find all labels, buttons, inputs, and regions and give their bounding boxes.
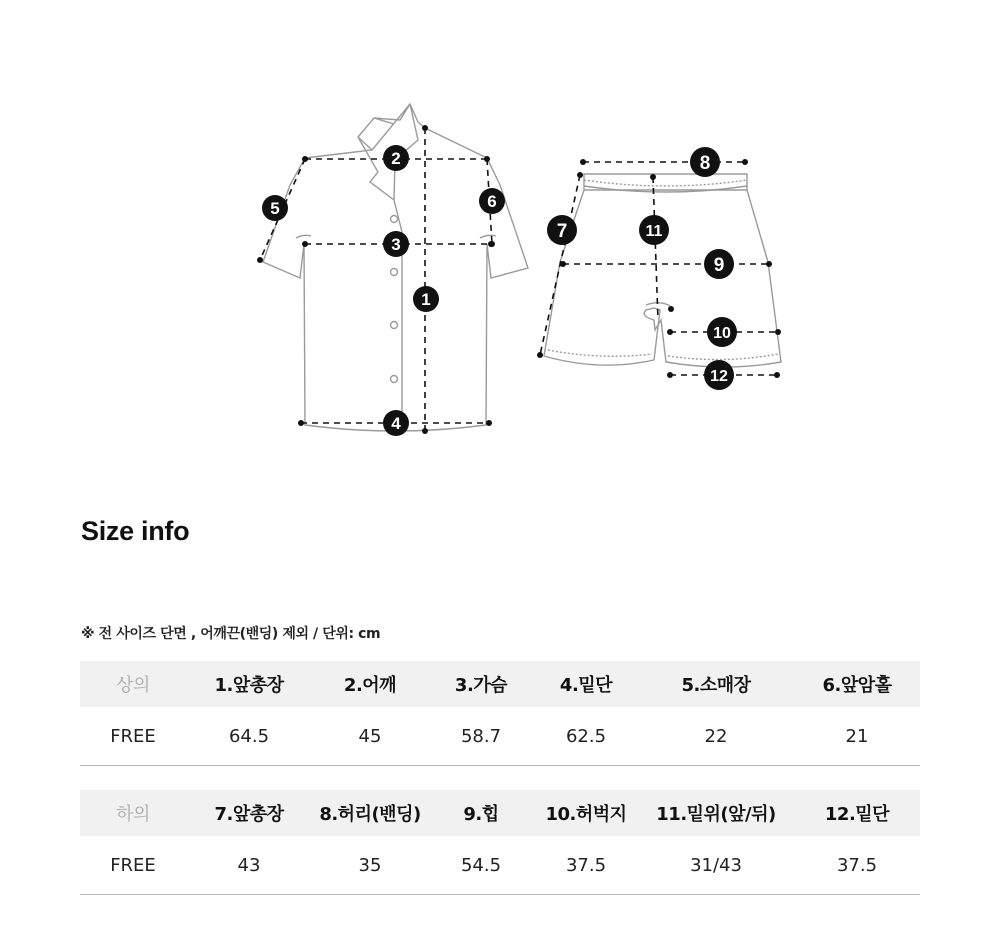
value-cell: 45: [312, 707, 428, 766]
marker-2: [383, 145, 409, 171]
marker-6: [479, 188, 505, 214]
value-cell: 54.5: [428, 836, 534, 895]
marker-11: [639, 215, 669, 245]
table-header-row: [80, 790, 920, 836]
header-cell: 10.허벅지: [534, 790, 638, 836]
table-row: [80, 707, 920, 766]
svg-text:6: 6: [487, 192, 497, 211]
header-cell: 1.앞총장: [186, 661, 312, 707]
top-size-table: [80, 661, 920, 766]
header-cell: 4.밑단: [534, 661, 638, 707]
svg-text:5: 5: [270, 199, 280, 218]
header-cell: 8.허리(밴딩): [312, 790, 428, 836]
svg-text:1: 1: [421, 290, 431, 309]
size-label: FREE: [80, 707, 186, 766]
marker-1: [413, 286, 439, 312]
size-label: FREE: [80, 836, 186, 895]
category-label: 상의: [80, 661, 186, 707]
svg-text:2: 2: [391, 149, 401, 168]
header-cell: 2.어깨: [312, 661, 428, 707]
bottom-size-table: [80, 790, 920, 895]
table-header-row: [80, 661, 920, 707]
value-cell: 37.5: [534, 836, 638, 895]
header-cell: 11.밑위(앞/뒤): [638, 790, 794, 836]
header-cell: 5.소매장: [638, 661, 794, 707]
svg-text:7: 7: [556, 221, 568, 242]
value-cell: 22: [638, 707, 794, 766]
marker-5: [262, 195, 288, 221]
svg-text:4: 4: [391, 414, 401, 433]
value-cell: 62.5: [534, 707, 638, 766]
marker-8: [690, 147, 720, 177]
measurement-note: ※ 전 사이즈 단면 , 어깨끈(밴딩) 제외 / 단위: cm: [81, 626, 381, 642]
value-cell: 58.7: [428, 707, 534, 766]
category-label: 하의: [80, 790, 186, 836]
marker-10: [707, 317, 737, 347]
header-cell: 6.앞암홀: [794, 661, 920, 707]
header-cell: 9.힙: [428, 790, 534, 836]
svg-text:12: 12: [710, 368, 728, 385]
svg-text:9: 9: [713, 255, 725, 276]
value-cell: 64.5: [186, 707, 312, 766]
svg-text:8: 8: [699, 153, 711, 174]
svg-text:10: 10: [713, 325, 731, 342]
table-row: [80, 836, 920, 895]
value-cell: 37.5: [794, 836, 920, 895]
marker-3: [383, 231, 409, 257]
value-cell: 31/43: [638, 836, 794, 895]
section-title: Size info: [81, 516, 190, 546]
marker-4: [383, 410, 409, 436]
value-cell: 43: [186, 836, 312, 895]
value-cell: 21: [794, 707, 920, 766]
marker-9: [704, 249, 734, 279]
svg-text:3: 3: [391, 235, 401, 254]
marker-7: [547, 215, 577, 245]
value-cell: 35: [312, 836, 428, 895]
header-cell: 7.앞총장: [186, 790, 312, 836]
marker-12: [704, 360, 734, 390]
svg-text:11: 11: [645, 223, 663, 240]
header-cell: 3.가슴: [428, 661, 534, 707]
shorts-illustration: [544, 174, 781, 367]
header-cell: 12.밑단: [794, 790, 920, 836]
